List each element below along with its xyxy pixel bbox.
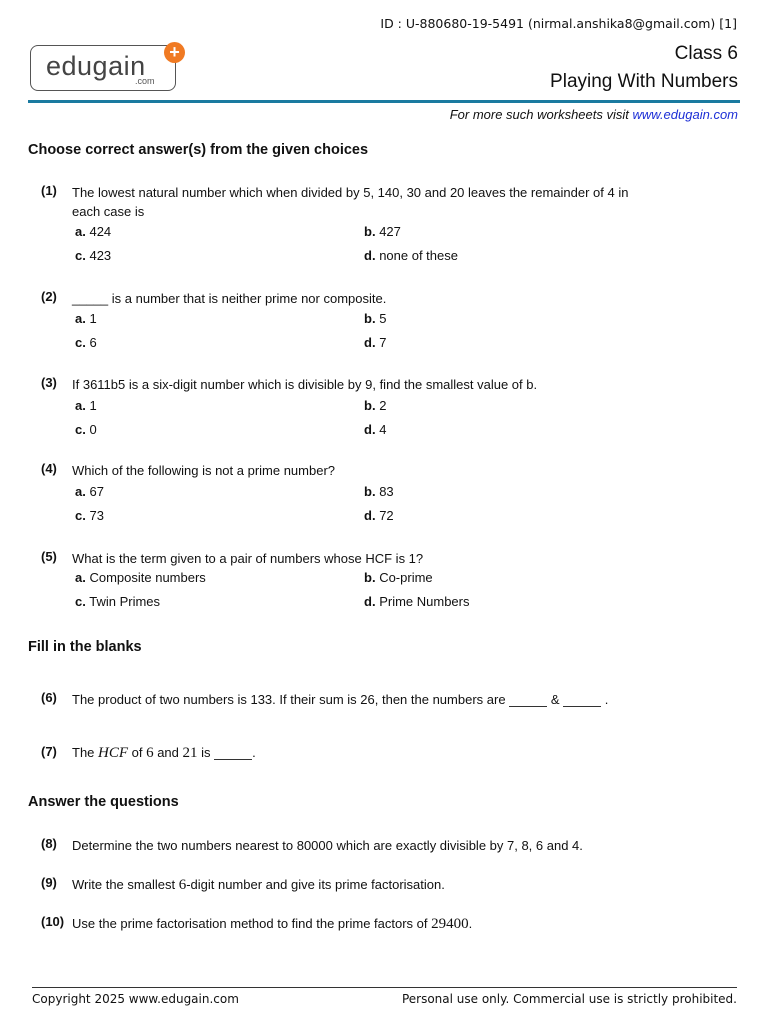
question-text: The product of two numbers is 133. If their sum is 26, then the numbers are & . xyxy=(72,692,609,707)
answer-blank-2[interactable] xyxy=(563,692,601,707)
question-number: (4) xyxy=(41,461,57,476)
footer-notice: Personal use only. Commercial use is strictly prohibited. xyxy=(401,992,737,1006)
option-a[interactable]: a. 1 xyxy=(75,398,97,413)
option-a[interactable]: a. 67 xyxy=(75,484,104,499)
option-b[interactable]: b. 83 xyxy=(364,484,394,499)
option-d[interactable]: d. 72 xyxy=(364,508,394,523)
edugain-logo xyxy=(30,42,180,91)
option-b[interactable]: b. 2 xyxy=(364,398,387,413)
option-a[interactable]: a. 424 xyxy=(75,224,112,239)
question-text: Which of the following is not a prime number? xyxy=(72,463,336,478)
section-heading-mcq: Choose correct answer(s) from the given choices xyxy=(28,142,369,158)
edugain-link[interactable]: www.edugain.com xyxy=(632,107,738,122)
worksheet-title: Playing With Numbers xyxy=(550,71,738,92)
question-number: (10) xyxy=(41,914,65,929)
question-text: The lowest natural number which when divided by 5, 140, 30 and 20 leaves the remainder of 4 in xyxy=(72,185,629,200)
option-d[interactable]: d. none of these xyxy=(364,248,458,263)
option-c[interactable]: c. 73 xyxy=(75,508,104,523)
question-number: (7) xyxy=(41,744,57,759)
question-number: (8) xyxy=(41,836,57,851)
section-heading-fill: Fill in the blanks xyxy=(28,639,142,655)
hcf-math: HCF xyxy=(98,745,129,761)
option-c[interactable]: c. Twin Primes xyxy=(75,594,161,609)
question-number: (6) xyxy=(41,690,57,705)
question-number: (5) xyxy=(41,549,57,564)
question-text: The HCF of 6 and 21 is . xyxy=(72,745,256,761)
option-d[interactable]: d. 4 xyxy=(364,422,387,437)
question-text: If 3611b5 is a six-digit number which is divisible by 9, find the smallest value of b. xyxy=(72,377,538,392)
option-d[interactable]: d. Prime Numbers xyxy=(364,594,470,609)
question-text: Write the smallest 6-digit number and give its prime factorisation. xyxy=(72,877,445,893)
question-number: (3) xyxy=(41,375,57,390)
answer-blank-1[interactable] xyxy=(509,692,547,707)
section-heading-answer: Answer the questions xyxy=(28,794,179,810)
option-b[interactable]: b. 427 xyxy=(364,224,401,239)
question-number: (2) xyxy=(41,289,57,304)
more-worksheets-line xyxy=(450,107,738,122)
option-c[interactable]: c. 423 xyxy=(75,248,112,263)
option-b[interactable]: b. 5 xyxy=(364,311,387,326)
question-number: (9) xyxy=(41,875,57,890)
option-c[interactable]: c. 0 xyxy=(75,422,97,437)
question-text: What is the term given to a pair of numbers whose HCF is 1? xyxy=(72,551,424,566)
option-c[interactable]: c. 6 xyxy=(75,335,97,350)
option-a[interactable]: a. Composite numbers xyxy=(75,570,206,585)
question-text: Determine the two numbers nearest to 80000 which are exactly divisible by 7, 8, 6 and 4. xyxy=(72,838,583,853)
option-a[interactable]: a. 1 xyxy=(75,311,97,326)
footer-divider xyxy=(32,987,737,988)
student-id-line: ID : U-880680-19-5491 (nirmal.anshika8@gmail.com) [1] xyxy=(380,16,737,31)
class-title: Class 6 xyxy=(674,43,738,64)
more-worksheets-text: For more such worksheets visit xyxy=(449,107,633,122)
answer-blank[interactable] xyxy=(214,745,252,760)
footer-copyright: Copyright 2025 www.edugain.com xyxy=(32,992,239,1006)
plus-icon: + xyxy=(164,42,185,63)
option-b[interactable]: b. Co-prime xyxy=(364,570,433,585)
question-text: Use the prime factorisation method to find the prime factors of 29400. xyxy=(72,916,473,932)
logo-wordmark: edugain xyxy=(46,51,146,81)
header-divider xyxy=(28,100,740,103)
question-text-continued: each case is xyxy=(72,204,145,219)
question-text: _____ is a number that is neither prime nor composite. xyxy=(72,291,387,306)
question-number: (1) xyxy=(41,183,57,198)
logo-com: .com xyxy=(135,76,155,86)
option-d[interactable]: d. 7 xyxy=(364,335,387,350)
